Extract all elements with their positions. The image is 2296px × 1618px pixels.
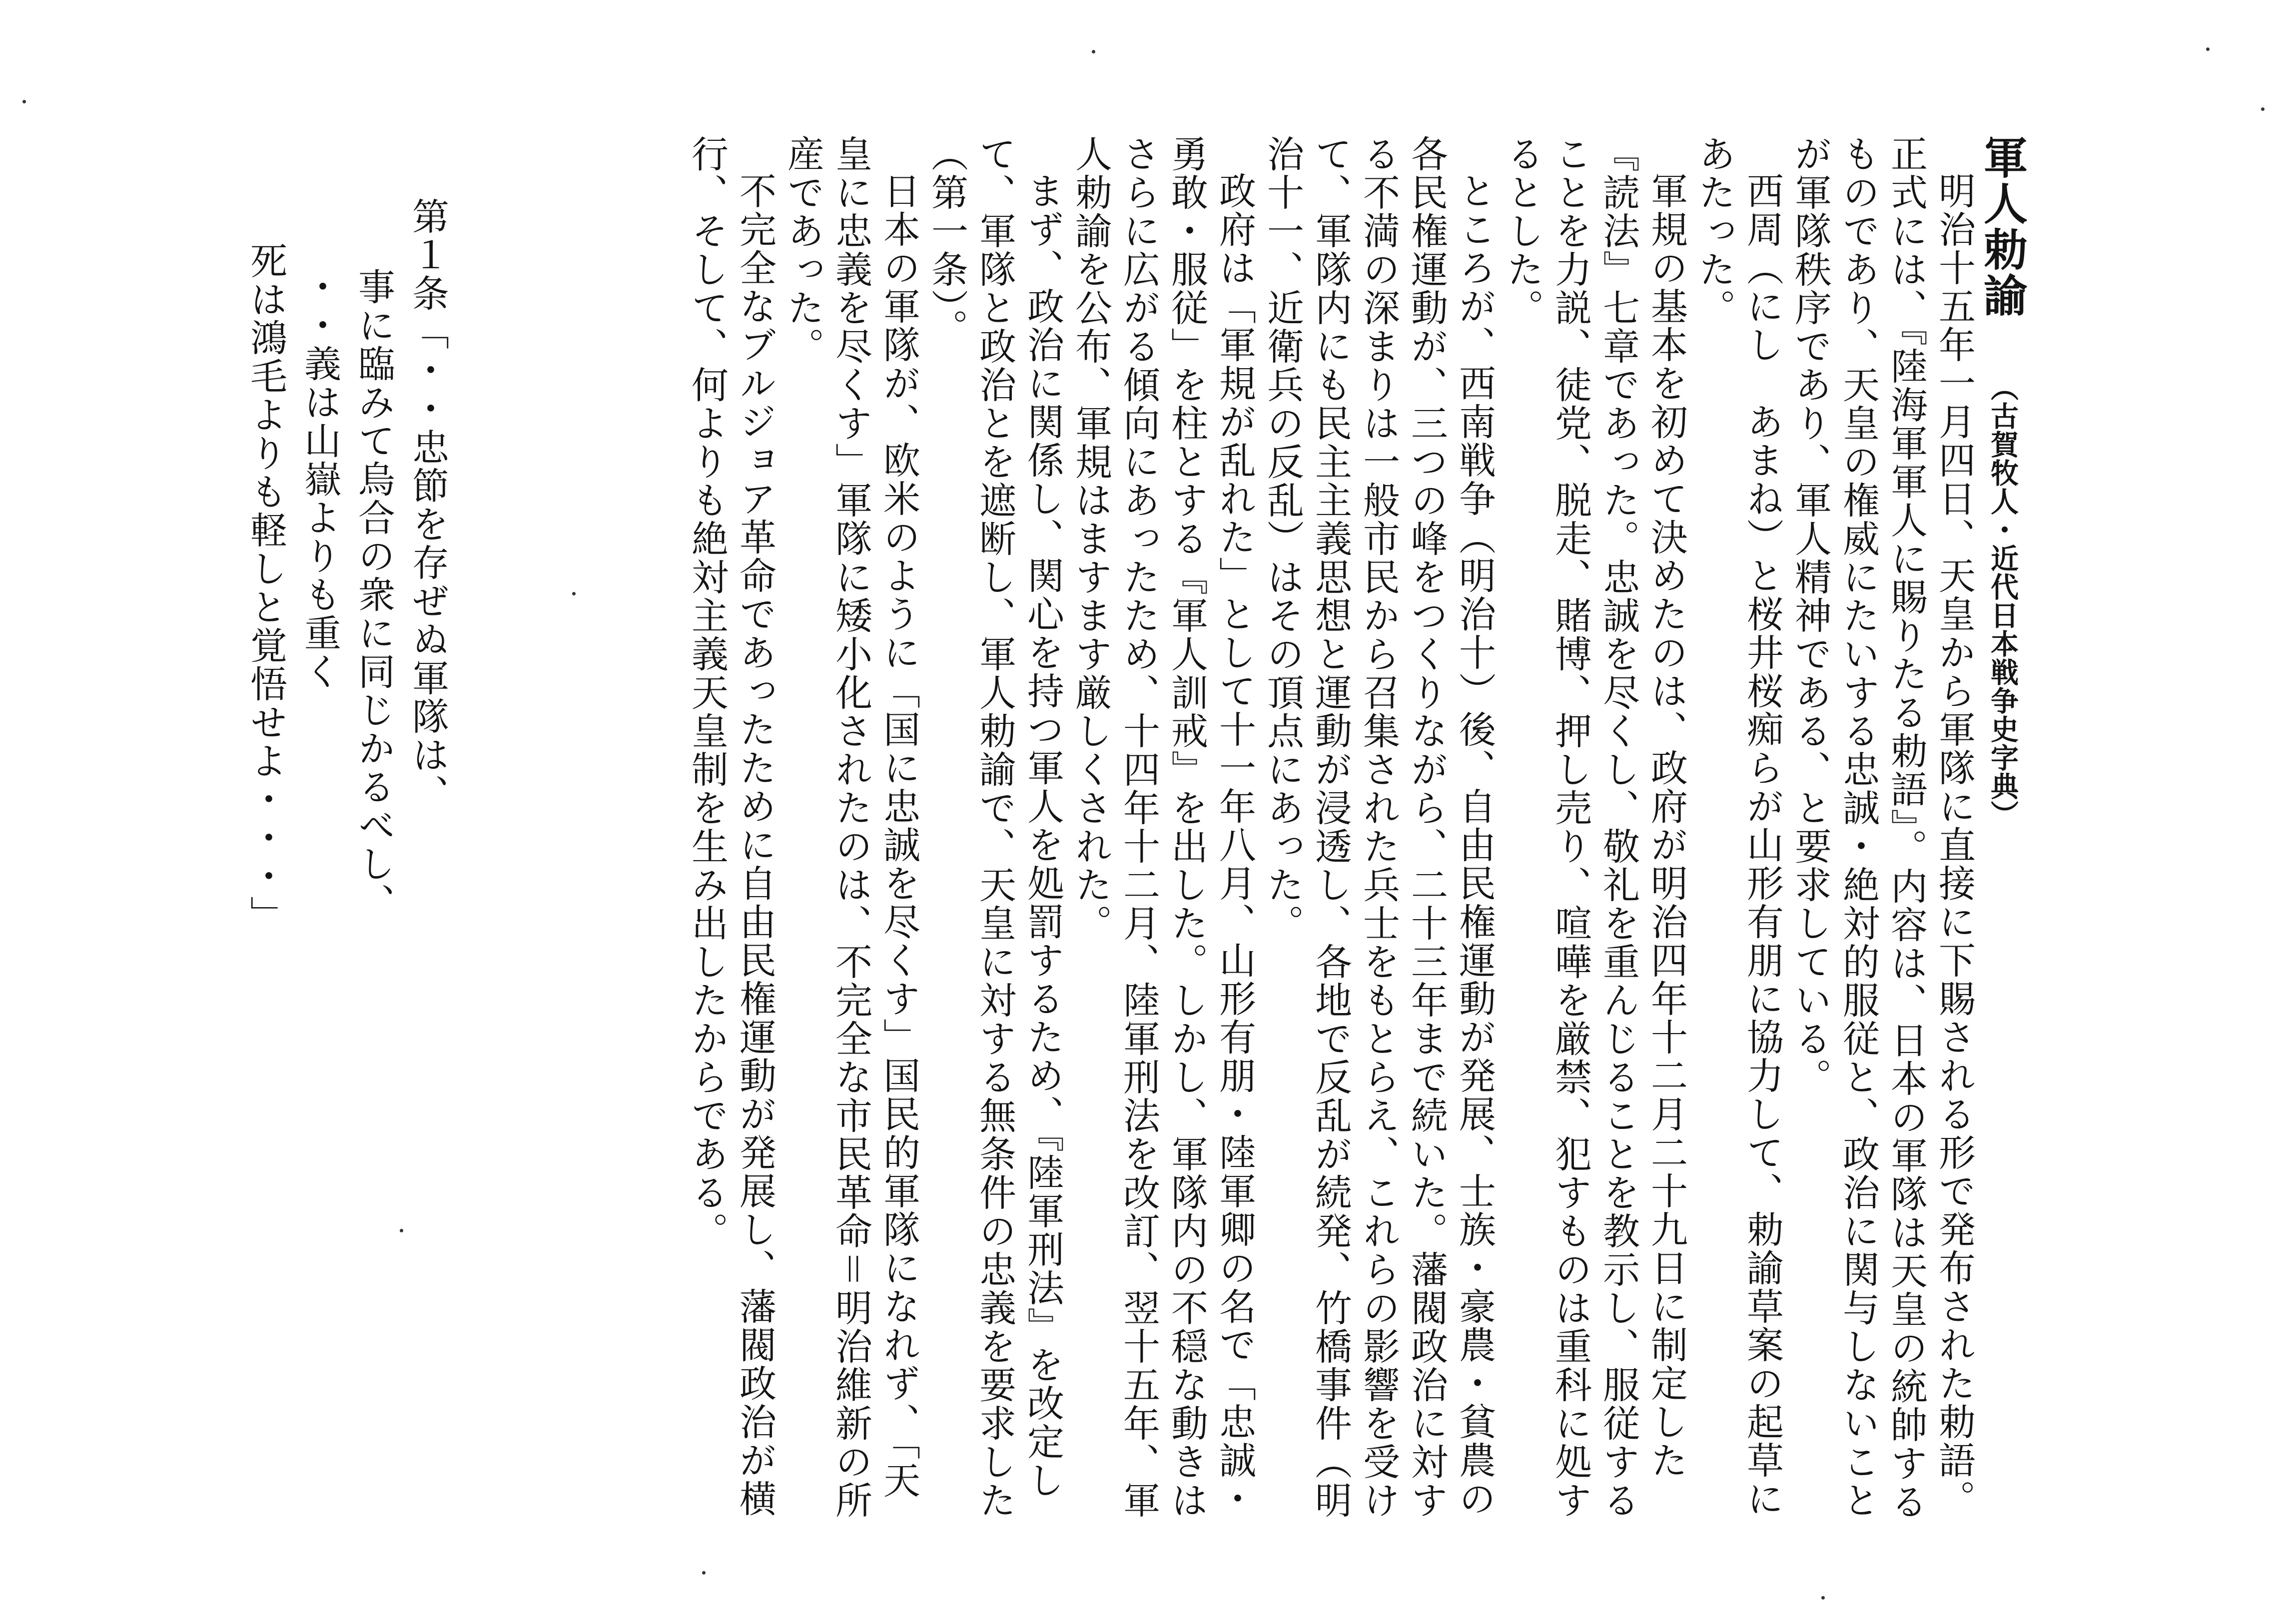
- entry-source: （古賀牧人・近代日本戦争史字典）: [1986, 373, 2019, 829]
- scan-speck: [2261, 107, 2265, 111]
- scan-speck: [400, 1229, 403, 1232]
- paragraph-4: ところが、西南戦争（明治十）後、自由民権運動が発展、士族・豪農・貧農の各民権運動が、三つの峰をつくりながら、二十三年まで続いた。藩閥政治に対する不満の深まりは一般市民から召集された兵士をもとらえ、これらの影響を受けて、軍隊内にも民主主義思想と運動が浸透し、各地で反乱が続発、竹橋事件（明治十一、近衛兵の反乱）はその頂点にあった。: [1261, 135, 1496, 1520]
- paragraph-3: 軍規の基本を初めて決めたのは、政府が明治四年十二月二十九日に制定した『読法』七章であった。忠誠を尽くし、敬礼を重んじることを教示し、服従することを力説、徒党、脱走、賭博、押し売り、喧嘩を厳禁、犯すものは重科に処するとした。: [1501, 135, 1688, 1520]
- article-quote: [239, 197, 455, 1496]
- entry-header: [1978, 135, 2026, 1524]
- quote-line-2: 事に臨みて烏合の衆に同じかるべし、: [352, 267, 395, 922]
- scan-speck: [702, 1571, 706, 1575]
- paragraph-1: 明治十五年一月四日、天皇から軍隊に直接に下賜される形で発布された勅語。正式には、『陸海軍軍人に賜りたる勅語』。内容は、日本の軍隊は天皇の統帥するものであり、天皇の権威にたいする忠誠・絶対的服従と、政治に関与しないことが軍隊秩序であり、軍人精神である、と要求している。: [1789, 135, 1976, 1521]
- quote-line-3: ・・義は山嶽よりも重く: [298, 267, 341, 691]
- scan-speck: [1821, 1596, 1825, 1600]
- paragraph-6: まず、政治に関係し、関心を持つ軍人を処罰するため、『陸軍刑法』を改定して、軍隊と政治とを遮断し、軍人勅諭で、天皇に対する無条件の忠義を要求した（第一条）。: [925, 135, 1064, 1520]
- scan-speck: [22, 100, 26, 103]
- scan-speck: [572, 592, 576, 595]
- scan-speck: [2206, 47, 2210, 51]
- quote-line-4: 死は鴻毛よりも軽しと覚悟せよ・・・」: [244, 241, 287, 934]
- entry-title: 軍人勅諭: [1977, 135, 2028, 319]
- paragraph-7: 日本の軍隊が、欧米のように「国に忠誠を尽くす」国民的軍隊になれず、「天皇に忠義を尽くす」軍隊に矮小化されたのは、不完全な市民革命＝明治維新の所産であった。: [781, 135, 920, 1520]
- paragraph-5: 政府は「軍規が乱れた」として十一年八月、山形有朋・陸軍卿の名で「忠誠・勇敢・服従」を柱とする『軍人訓戒』を出した。しかし、軍隊内の不穏な動きはさらに広がる傾向にあったため、十四年十二月、陸軍刑法を改訂、翌十五年、軍人勅諭を公布、軍規はますます厳しくされた。: [1069, 135, 1256, 1520]
- paragraph-2: 西周（にし あまね）と桜井桜痴らが山形有朋に協力して、勅諭草案の起草にあたった。: [1693, 135, 1784, 1518]
- paragraph-8: 不完全なブルジョア革命であったために自由民権運動が発展し、藩閥政治が横行、そして、何よりも絶対主義天皇制を生み出したからである。: [686, 135, 776, 1518]
- article-body: [683, 135, 2026, 1524]
- quote-line-1: 第１条「・・忠節を存ぜぬ軍隊は、: [406, 197, 449, 813]
- scan-speck: [1092, 50, 1095, 53]
